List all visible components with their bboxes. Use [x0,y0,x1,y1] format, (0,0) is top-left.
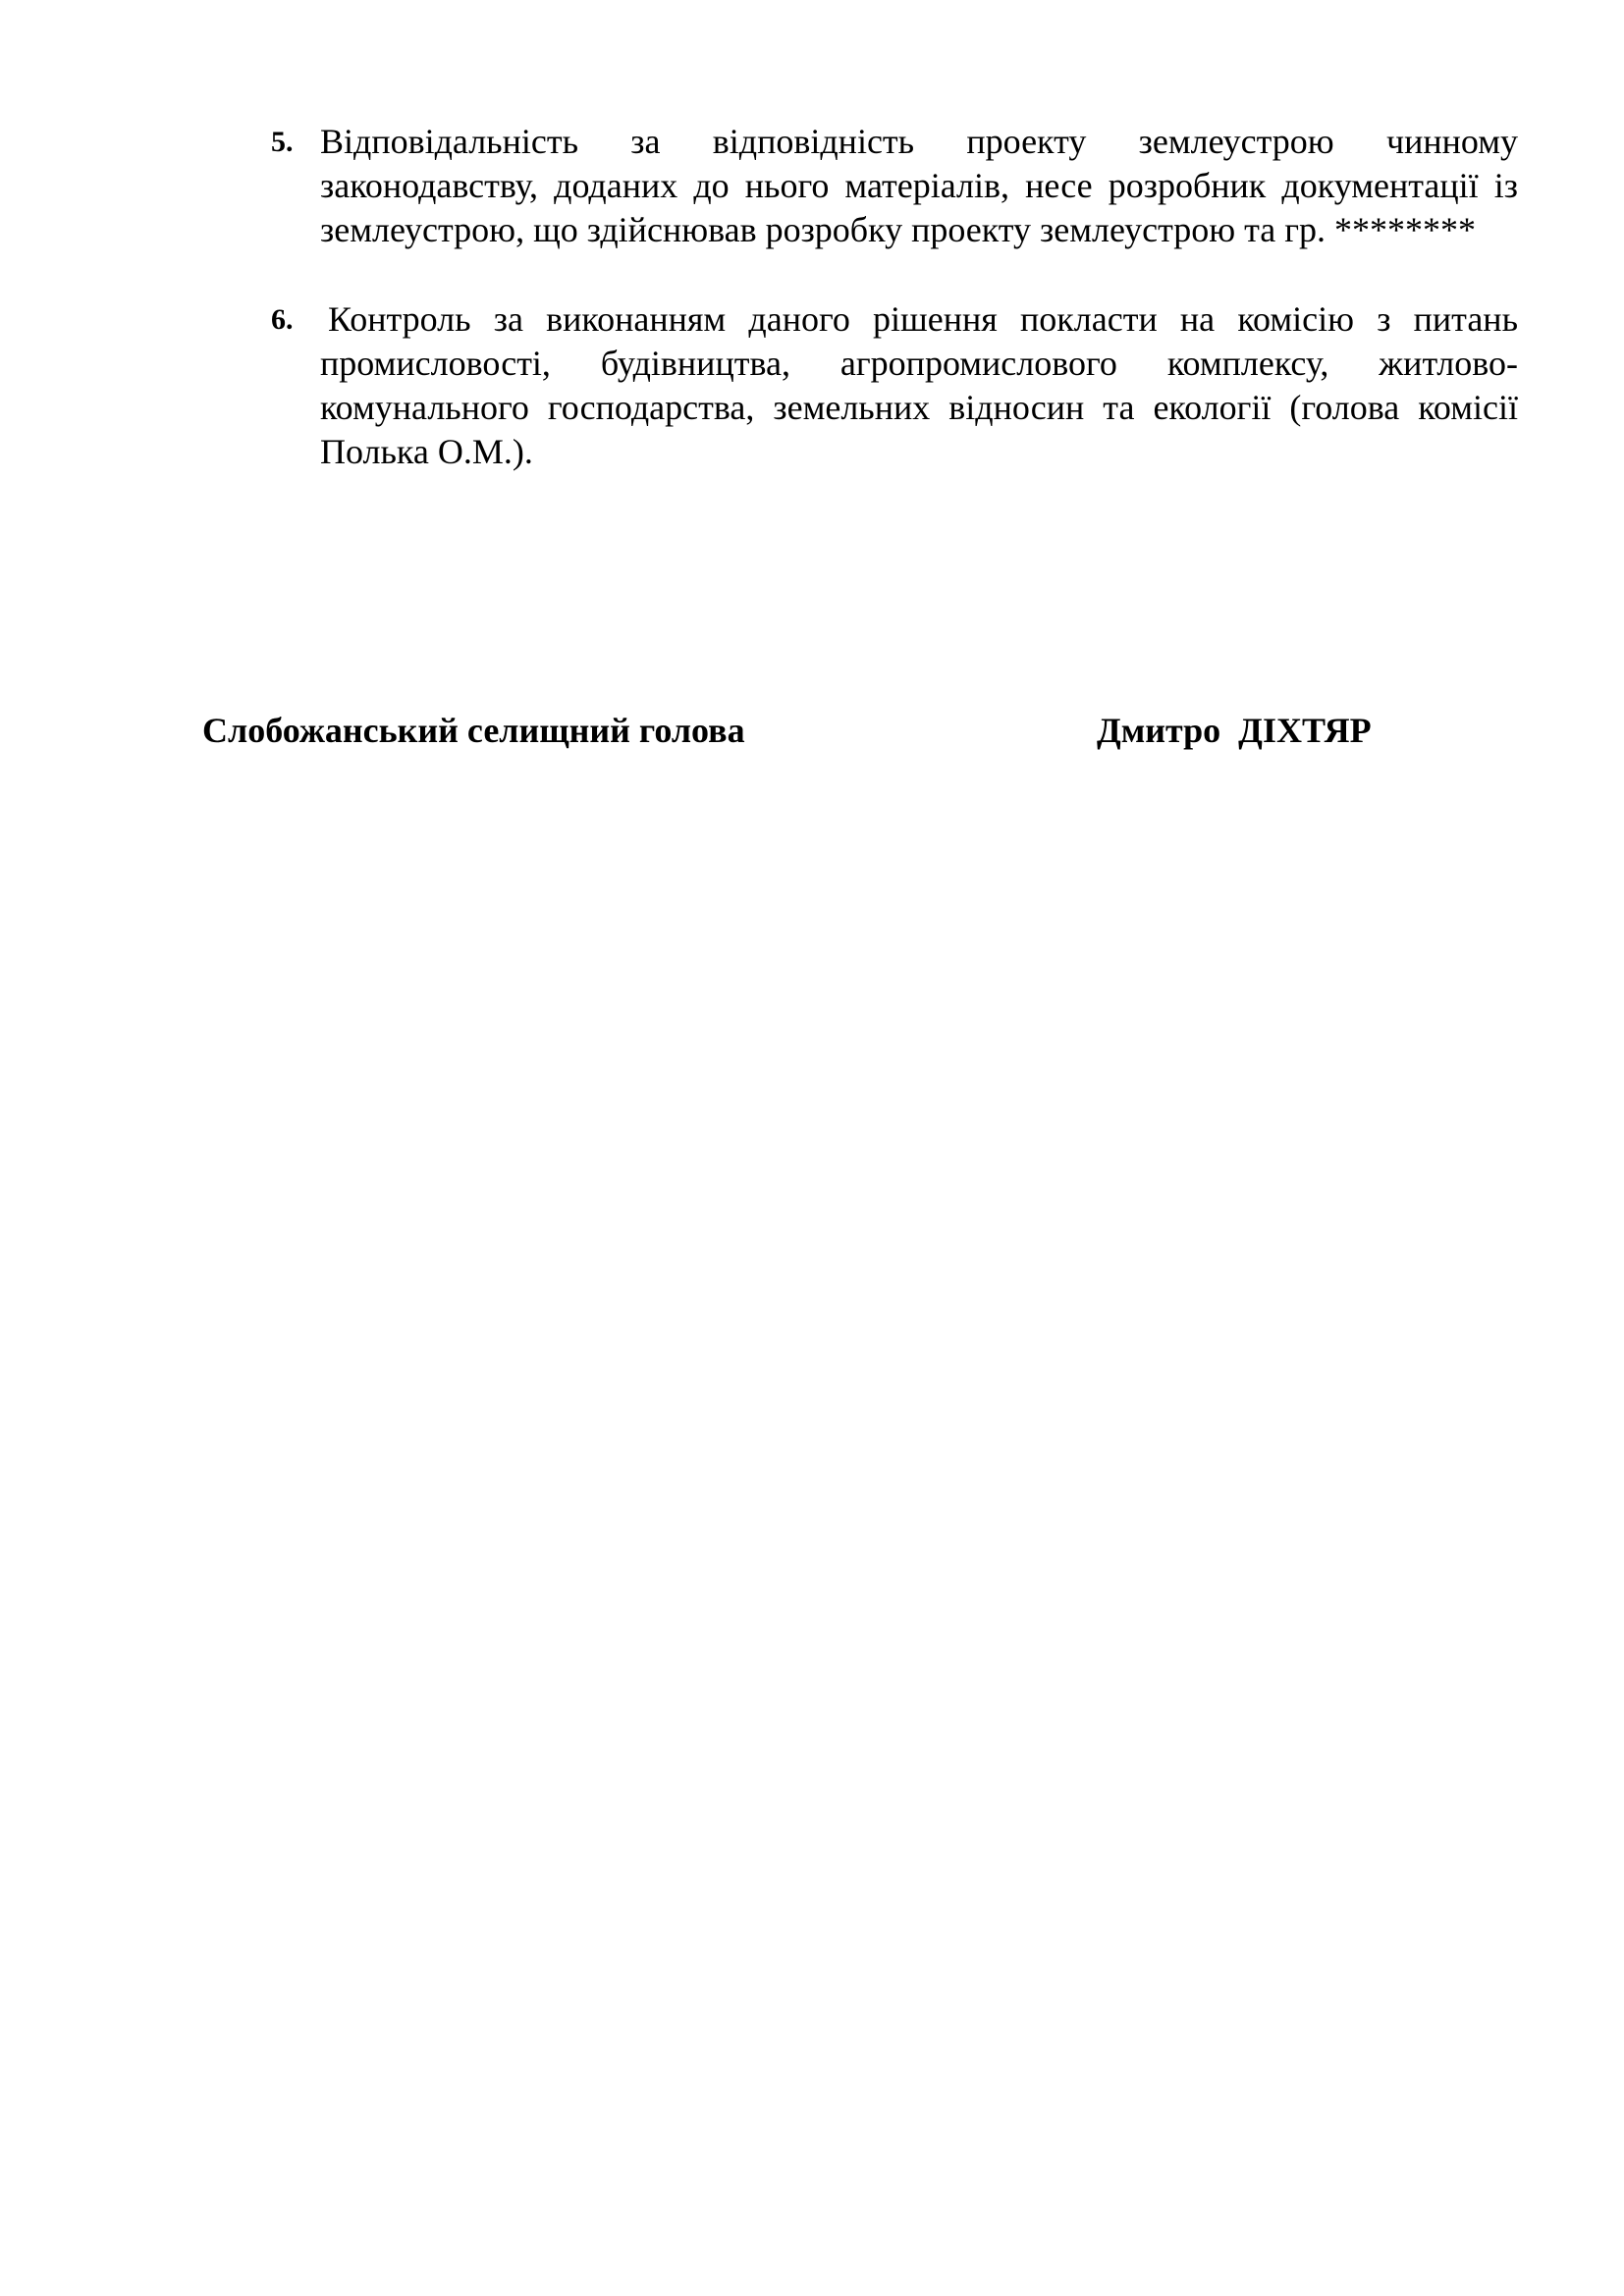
signatory-name: Дмитро ДІХТЯР [1097,711,1372,750]
list-item-text: Відповідальність за відповідність проекту землеустрою чинному законодавству, доданих до нього матеріалів, несе розробник документації із землеустрою, що здійснював розробку проекту землеустрою та гр. ******** [320,122,1518,249]
signatory-position: Слобожанський селищний голова [202,711,745,750]
list-item-text: Контроль за виконанням даного рішення покласти на комісію з питань промисловості, будівництва, агропромислового комплексу, житлово-комунального господарства, земельних відносин та екології (голова комісії Полька О.М.). [320,299,1518,471]
list-item-number: 5. [271,126,294,158]
list-item-6 [271,297,1518,474]
list-item-number: 6. [271,303,294,336]
list-item-5 [271,120,1518,252]
